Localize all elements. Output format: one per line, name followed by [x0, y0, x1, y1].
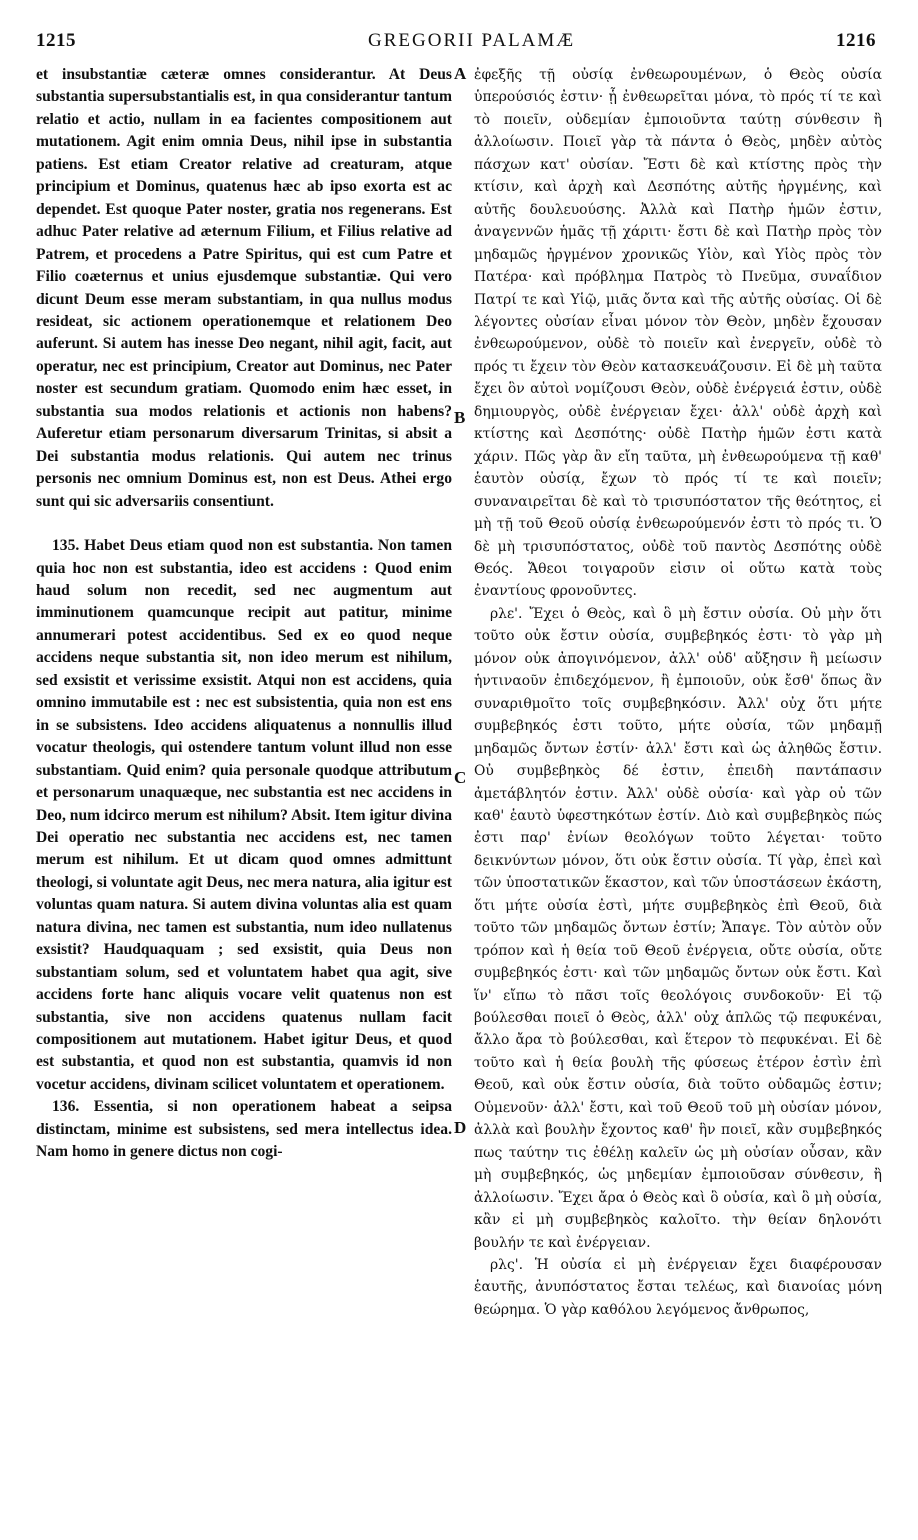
running-title: GREGORII PALAMÆ: [368, 30, 576, 51]
greek-paragraph-1: ἐφεξῆς τῇ οὐσίᾳ ἐνθεωρουμένων, ὁ Θεὸς οὐσία ὑπερούσιός ἐστιν· ᾗ ἐνθεωρεῖται μόνα, τὸ πρός τί τε καὶ τὸ ποιεῖν, οὐδεμίαν ἐμποιοῦντα ταύτῃ σύνθεσιν ἢ ἀλλοίωσιν. Ποιεῖ γὰρ τὰ πάντα ὁ Θεὸς, μηδὲν αὐτὸς πάσχων κατ' οὐσίαν. Ἔστι δὲ καὶ κτίστης πρὸς τὴν κτίσιν, καὶ ἀρχὴ καὶ Δεσπότης αὐτῆς ἠργμένης, καὶ αὐτῆς δουλευούσης. Ἀλλὰ καὶ Πατὴρ ἡμῶν ἐστιν, ἀναγεννῶν ἡμᾶς τῇ χάριτι· ἔστι δὲ καὶ Πατὴρ πρὸς τὸν μηδαμῶς ἠργμένον χρονικῶς Υἱὸν, καὶ Υἱὸς πρὸς τὸν Πατέρα· καὶ πρόβλημα Πατρὸς τὸ Πνεῦμα, συναΐδιον Πατρί τε καὶ Υἱῷ, μιᾶς ὄντα καὶ τῆς αὐτῆς οὐσίας. Οἱ δὲ λέγοντες οὐσίαν εἶναι μόνον τὸν Θεὸν, μηδὲν ἔχουσαν ἐνθεωρούμενον, οὐδὲ τὸ ποιεῖν καὶ ἐνεργεῖν, οὐδὲ τὸ πρός τι ἔχειν τὸν Θεὸν κατασκευάζουσιν. Εἰ δὲ μὴ ταῦτα ἔχει ὃν αὐτοὶ νομίζουσι Θεὸν, οὐδὲ ἐνέργειά ἐστιν, οὐδὲ δημιουργὸς, οὐδὲ ἐνέργειαν ἔχει· ἀλλ' οὐδὲ ἀρχὴ καὶ κτίστης καὶ Δεσπότης· οὐδὲ Πατὴρ ἡμῶν ἐστι κατὰ χάριν. Πῶς γὰρ ἂν εἴη ταῦτα, μὴ ἐνθεωρούμενα τῇ καθ' ἑαυτὸν οὐσίᾳ, ἔχων τὸ πρός τί τε καὶ ποιεῖν; συναναιρεῖται δὲ καὶ τὸ τρισυπόστατον τῆς θεότητος, εἰ μὴ τῇ τοῦ Θεοῦ οὐσίᾳ ἐνθεωρούμενόν ἐστι τὸ πρός τι. Ὁ δὲ μὴ τρισυπόστατος, οὐδὲ τοῦ παντὸς Δεσπότης οὐδὲ Θεός. Ἄθεοι τοιγαροῦν εἰσιν οἱ οὕτω κατὰ τοὺς ἐναντίους φρονοῦντες.: [474, 67, 882, 600]
margin-marker-d: D: [454, 1118, 467, 1137]
greek-paragraph-136: ρλς'. Ἡ οὐσία εἰ μὴ ἐνέργειαν ἔχει διαφέρουσαν ἑαυτῆς, ἀνυπόστατος ἔσται τελέως, καὶ διανοίας μόνη θεώρημα. Ὁ γὰρ καθόλου λεγόμενος ἄνθρωπος,: [474, 1257, 882, 1318]
greek-paragraph-135: ρλε'. Ἔχει ὁ Θεὸς, καὶ ὃ μὴ ἔστιν οὐσία. Οὐ μὴν ὅτι τοῦτο οὐκ ἔστιν οὐσία, συμβεβηκός ἐστι· τὸ γὰρ μὴ μόνον οὐκ ἀπογινόμενον, ἀλλ' οὐδ' αὔξησιν ἢ μείωσιν ἡντιναοῦν ἐπιδεχόμενον, ἢ ἐμποιοῦν, οὐκ ἔσθ' ὅπως ἂν συναριθμοῖτο τοῖς συμβεβηκόσιν. Ἀλλ' οὐχ ὅτι μήτε συμβεβηκός ἐστι τοῦτο, μήτε οὐσία, τῶν μηδαμῇ μηδαμῶς ὄντων ἐστίν· ἀλλ' ἔστι καὶ ὡς ἀληθῶς ἔστιν. Οὐ συμβεβηκὸς δέ ἐστιν, ἐπειδὴ παντάπασιν ἀμετάβλητόν ἐστιν. Ἀλλ' οὐδὲ οὐσία· καὶ γὰρ οὐ τῶν καθ' ἑαυτὸ ὑφεστηκότων ἐστίν. Διὸ καὶ συμβεβηκὸς πώς ἐστι παρ' ἐνίων θεολόγων τοῦτο λέγεται· τοῦτο δεικνύντων μόνον, ὅτι οὐκ ἔστιν οὐσία. Τί γὰρ, ἐπεὶ καὶ τῶν ὑποστατικῶν ἕκαστον, καὶ τῶν ὑποστάσεων ἑκάστη, ὅτι μήτε οὐσία ἐστὶ, μήτε συμβεβηκὸς ἐπὶ Θεοῦ, διὰ τοῦτο τῶν μηδαμῶς ὄντων ἐστίν; Ἄπαγε. Τὸν αὐτὸν οὖν τρόπον καὶ ἡ θεία τοῦ Θεοῦ ἐνέργεια, οὔτε οὐσία, οὔτε συμβεβηκός ἐστι· καὶ τῶν μηδαμῶς ὄντων οὐκ ἔστι. Καὶ ἵν' εἴπω τὸ πᾶσι τοῖς θεολόγοις συνδοκοῦν· Εἰ τῷ βούλεσθαι ποιεῖ ὁ Θεὸς, ἀλλ' οὐχ ἁπλῶς τῷ πεφυκέναι, ἄλλο ἄρα τὸ βούλεσθαι, καὶ ἕτερον τὸ πεφυκέναι. Εἰ δὲ τοῦτο καὶ ἡ θεία βουλὴ τῆς φύσεως ἑτέρον ἐστὶν ἐπὶ Θεοῦ, καὶ οὐκ ἔστιν οὐσία, διὰ τοῦτο οὐδαμῶς ἐστιν; Οὐμενοῦν· ἀλλ' ἔστι, καὶ τοῦ Θεοῦ τοῦ μὴ οὐσίαν μόνον, ἀλλὰ καὶ βουλὴν ἔχοντος καθ' ἣν ποιεῖ, κἂν συμβεβηκός πως ταύτην τις ἐθέλῃ καλεῖν ὡς μὴ οὐσίαν οὖσαν, κἂν μὴ συμβεβηκός, ὡς μηδεμίαν ἐμποιοῦσαν σύνθεσιν, ἢ ἀλλοίωσιν. Ἔχει ἄρα ὁ Θεὸς καὶ ὃ οὐσία, καὶ ὃ μὴ οὐσία, κἂν εἰ μὴ συμβεβηκὸς καλοῖτο. τὴν θείαν δηλονότι βουλήν τε καὶ ἐνέργειαν.: [474, 605, 882, 1251]
latin-paragraph-135: 135. Habet Deus etiam quod non est substantia. Non tamen quia hoc non est substantia, ideo est accidens : Quod enim haud solum non recedit, sed nec augmentum aut imminutionem quamcunque recipit aut patitur, minime annumerari potest accidentibus. Sed ex eo quod neque accidens neque substantia sit, non ideo merum est nihilum, sed exsistit et verissime exsistit. Atqui non est accidens, quia omnino immutabile est : nec est subsistentia, quia non est ens in se subsistens. Ideo accidens aliquatenus a nonnullis illud vocatur theologis, qui ostendere tantum volunt illud non esse substantiam. Quid enim? quia personale quodque attributum et personarum unaquæque, nec substantia est nec accidens in Deo, num idcirco merum est nihilum? Absit. Item igitur divina Dei operatio nec substantia nec accidens est, nec tamen merum est nihilum. Et ut dicam quod omnes admittunt theologi, si voluntate agit Deus, nec mera natura, alia igitur est voluntas quam natura. Si autem divina voluntas alia est quam natura divina, nec tamen est substantia, num ideo nullatenus exsistit? Haudquaquam ; sed exsistit, quia Deus non substantiam solum, sed et voluntatem habet qua agit, sive accidens forte hanc aliquis vocare velit quatenus non est substantia, sive non accidens quatenus nullam facit compositionem aut mutationem. Habet igitur Deus, et quod est substantia, et quod non est substantia, quamvis id non vocetur accidens, divinam scilicet voluntatem et operationem.: [36, 537, 452, 1093]
latin-paragraph-1: et insubstantiæ cæteræ omnes considerantur. At Deus substantia supersubstantialis est, in qua considerantur tantum relatio et actio, nullam in ea facientes compositionem aut mutationem. Agit enim omnia Deus, nihil ipse in substantia patiens. Est etiam Creator relative ad creaturam, atque principium et Dominus, quatenus hæc ab ipso exorta est ac dependet. Est quoque Pater noster, gratia nos regenerans. Est adhuc Pater relative ad æternum Filium, et Filius relative ad Patrem, et procedens a Patre Spiritus, qui est cum Patre et Filio coæternus et unius ejusdemque substantiæ. Qui vero dicunt Deum esse meram substantiam, in qua nullus modus resideat, sic actionem operationemque et relationem Deo auferunt. Si autem has inesse Deo negant, nihil agit, facit, aut operatur, nec est principium, Creator aut Dominus, nec Pater noster est secundum gratiam. Quomodo enim hæc esset, in substantia sua modos relationis et actionis non habens? Auferetur etiam personarum diversarum Trinitas, si absit a Dei substantia modus relationis. Qui autem nec trinus personis nec omnium Dominus est, non est Deus. Athei ergo sunt qui sic adversariis consentiunt.: [36, 66, 452, 510]
margin-marker-c: C: [454, 768, 467, 787]
page-number-right: 1216: [836, 30, 876, 51]
margin-marker-b: B: [454, 408, 466, 427]
margin-marker-a: A: [454, 64, 467, 83]
page-number-left: 1215: [36, 30, 76, 51]
latin-paragraph-136: 136. Essentia, si non operationem habeat a seipsa distinctam, minime est subsistens, sed mera intellectus idea. Nam homo in genere dictus non cogi-: [36, 1098, 452, 1161]
greek-column: [474, 64, 882, 1321]
latin-column: [36, 64, 452, 1164]
